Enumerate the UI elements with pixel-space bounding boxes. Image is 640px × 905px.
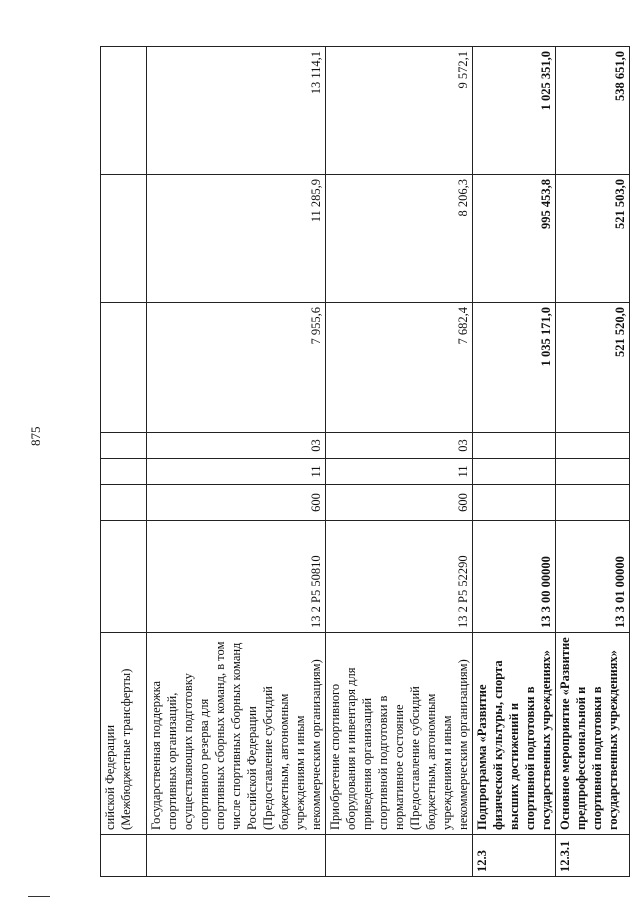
page-number: 875: [28, 426, 43, 446]
row-code: [101, 521, 147, 633]
row-value-1: 521 520,0: [556, 303, 630, 433]
row-index: [326, 835, 473, 877]
row-name: сийской Федерации (Межбюджетные трансферты): [101, 633, 147, 835]
budget-table-sheet: [100, 47, 627, 877]
row-name: Государственная поддержка спортивных организаций, осуществляющих подготовку спортивного резерва для спортивных сборных команд, в том числе спортивных сборных команд Российской Федерации (Предоставление субсидий бюджетным, автономным учреждениям и иным некоммерческим организациям): [147, 633, 326, 835]
row-rz: [556, 459, 630, 485]
row-pr: [101, 433, 147, 459]
row-vr: 600: [147, 485, 326, 521]
row-value-2: 11 285,9: [147, 175, 326, 303]
row-value-2: 995 453,8: [473, 175, 556, 303]
row-value-3: 538 651,0: [556, 47, 630, 175]
table-row: [556, 47, 630, 877]
budget-table: [100, 46, 630, 877]
row-vr: [473, 485, 556, 521]
row-code: 13 2 P5 52290: [326, 521, 473, 633]
row-value-2: [101, 175, 147, 303]
row-index: [101, 835, 147, 877]
row-name: Подпрограмма «Развитие физической культуры, спорта высших достижений и спортивной подготовки в государственных учреждениях»: [473, 633, 556, 835]
row-value-1: [101, 303, 147, 433]
row-pr: [473, 433, 556, 459]
row-value-2: 8 206,3: [326, 175, 473, 303]
row-rz: [101, 459, 147, 485]
row-code: 13 2 P5 50810: [147, 521, 326, 633]
row-rz: 11: [147, 459, 326, 485]
row-rz: 11: [326, 459, 473, 485]
row-index: 12.3: [473, 835, 556, 877]
table-row: [473, 47, 556, 877]
row-value-1: 1 035 171,0: [473, 303, 556, 433]
row-value-3: 13 114,1: [147, 47, 326, 175]
row-index: 12.3.1: [556, 835, 630, 877]
row-value-3: 9 572,1: [326, 47, 473, 175]
row-code: 13 3 01 00000: [556, 521, 630, 633]
page-edge-rule: [28, 896, 50, 897]
row-name: Приобретение спортивного оборудования и инвентаря для приведения организаций спортивной подготовки в нормативное состояние (Предоставление субсидий бюджетным, автономным учреждениям и иным некоммерческим организациям): [326, 633, 473, 835]
row-rz: [473, 459, 556, 485]
row-value-3: 1 025 351,0: [473, 47, 556, 175]
row-value-1: 7 682,4: [326, 303, 473, 433]
row-value-1: 7 955,6: [147, 303, 326, 433]
table-row: [147, 47, 326, 877]
table-row: [326, 47, 473, 877]
row-code: 13 3 00 00000: [473, 521, 556, 633]
row-vr: [556, 485, 630, 521]
table-row: [101, 47, 147, 877]
row-pr: [556, 433, 630, 459]
row-pr: 03: [147, 433, 326, 459]
row-value-3: [101, 47, 147, 175]
row-vr: [101, 485, 147, 521]
row-pr: 03: [326, 433, 473, 459]
row-name: Основное мероприятие «Развитие предпрофессиональной и спортивной подготовки в государственных учреждениях»: [556, 633, 630, 835]
row-index: [147, 835, 326, 877]
row-vr: 600: [326, 485, 473, 521]
row-value-2: 521 503,0: [556, 175, 630, 303]
